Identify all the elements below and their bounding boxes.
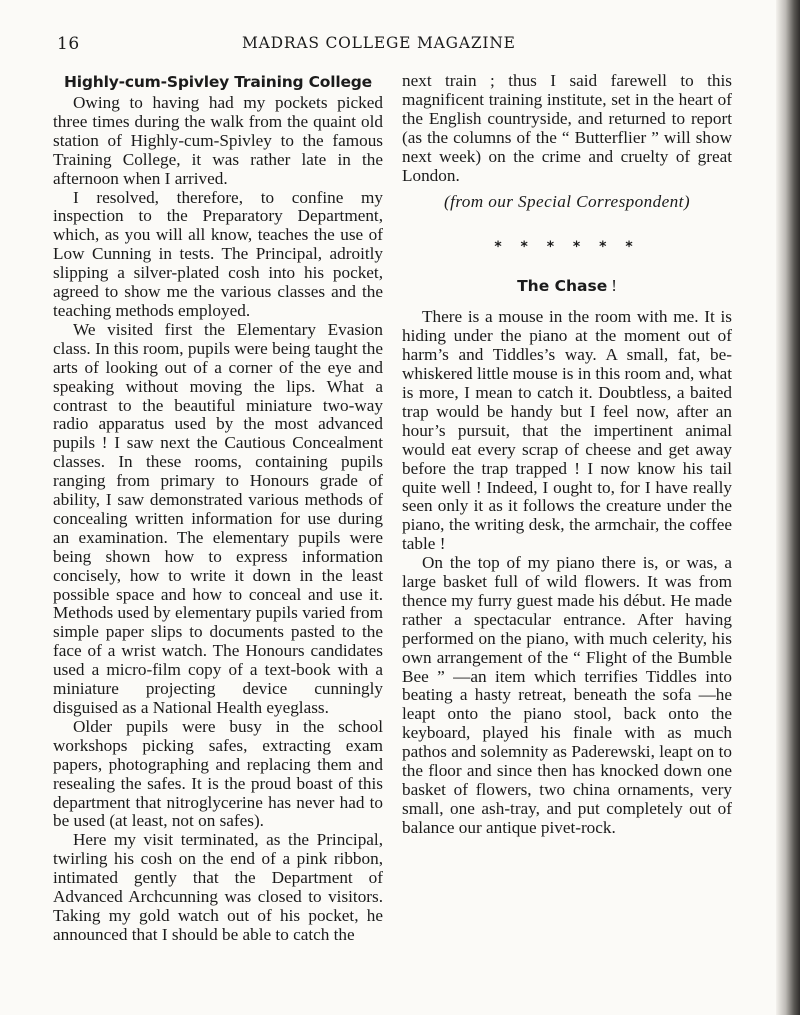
article-paragraph: I resolved, therefore, to confine my inspection to the Preparatory Department, which, as you will all know, teaches the use of Low Cunning in tests. The Principal, adroitly slipping a silver-plated cosh into his pocket, agreed to show me the various classes and the teaching methods employed. — [53, 187, 383, 320]
byline: (from our Special Correspondent) — [444, 192, 690, 212]
right-column — [402, 72, 732, 838]
article-paragraph: We visited first the Elementary Evasion class. In this room, pupils were being taught the arts of looking out of a corner of the eye and speaking without moving the lips. What a contrast to the beautiful miniature two-way radio apparatus used by the most advanced pupils ! I saw next the Cautious Concealment classes. In these rooms, containing pupils ranging from primary to Honours grade of ability, I saw demonstrated various methods of concealing written information for use during an examination. The elementary pupils were being shown how to express information concisely, how to write it down in the least possible space and how to conceal and use it. Methods used by elementary pupils varied from simple paper slips to documents pasted to the face of a wrist watch. The Honours candidates used a micro-film copy of a text-book with a miniature projecting device cunningly disguised as a National Health eyeglass. — [53, 319, 383, 717]
book-binding-edge — [776, 0, 800, 1015]
chase-title-text: The Chase — [517, 277, 608, 296]
article-paragraph: Owing to having had my pockets picked three times during the walk from the quaint old station of Highly-cum-Spivley to the famous Training College, it was rather late in the afternoon when I arrived. — [53, 93, 383, 188]
article-paragraph: Older pupils were busy in the school workshops picking safes, extracting exam papers, photographing and replacing them and resealing the safes. It is the proud boast of this department that nitroglycerine has never had to be used (at least, not on safes). — [53, 716, 383, 831]
article-paragraph: There is a mouse in the room with me. It is hiding under the piano at the moment out of harm’s and Tiddles’s way. A small, fat, be-whiskered little mouse is in this room and, what is more, I mean to catch it. Doubtless, a baited trap would be handy but I feel now, after an hour’s pursuit, that the impertinent animal would eat every scrap of cheese and get away before the trap trapped ! I now know his tail quite well ! Indeed, I ought to, for I have really seen only it as it follows the creature under the piano, the writing desk, the armchair, the coffee table ! — [402, 307, 732, 554]
article-paragraph: On the top of my piano there is, or was, a large basket full of wild flowers. It was from thence my furry guest made his début. He made rather a spectacular entrance. After having performed on the piano, with much celerity, his own arrangement of the “ Flight of the Bumble Bee ” —an item which terrifies Tiddles into beating a hasty retreat, beneath the sofa —he leapt onto the piano stool, back onto the keyboard, played his finale with as much pathos and solemnity as Paderewski, leapt on to the floor and since then has knocked down one basket of flowers, two china ornaments, very small, one ash-tray, and put completely out of balance our antique pivet-rock. — [402, 553, 732, 837]
chase-title-punct: ! — [611, 276, 617, 296]
article-title-the-chase — [402, 276, 732, 296]
page-number: 16 — [57, 34, 80, 54]
article-paragraph: Here my visit terminated, as the Principal, twirling his cosh on the end of a pink ribbon, intimated gently that the Department of Advanced Archcunning was closed to visitors. Taking my gold watch out of his pocket, he announced that I should be able to catch the — [53, 830, 383, 944]
article-paragraph-continued: next train ; thus I said farewell to this magnificent training institute, set in the heart of the English countryside, and returned to report (as the columns of the “ Butterflier ” will show next week) on the crime and cruelty of great London. — [402, 71, 732, 185]
article-title-training-college: Highly-cum-Spivley Training College — [63, 73, 372, 91]
running-head: MADRAS COLLEGE MAGAZINE — [242, 34, 516, 52]
left-column — [53, 72, 383, 945]
section-separator: * * * * * * — [494, 239, 640, 256]
